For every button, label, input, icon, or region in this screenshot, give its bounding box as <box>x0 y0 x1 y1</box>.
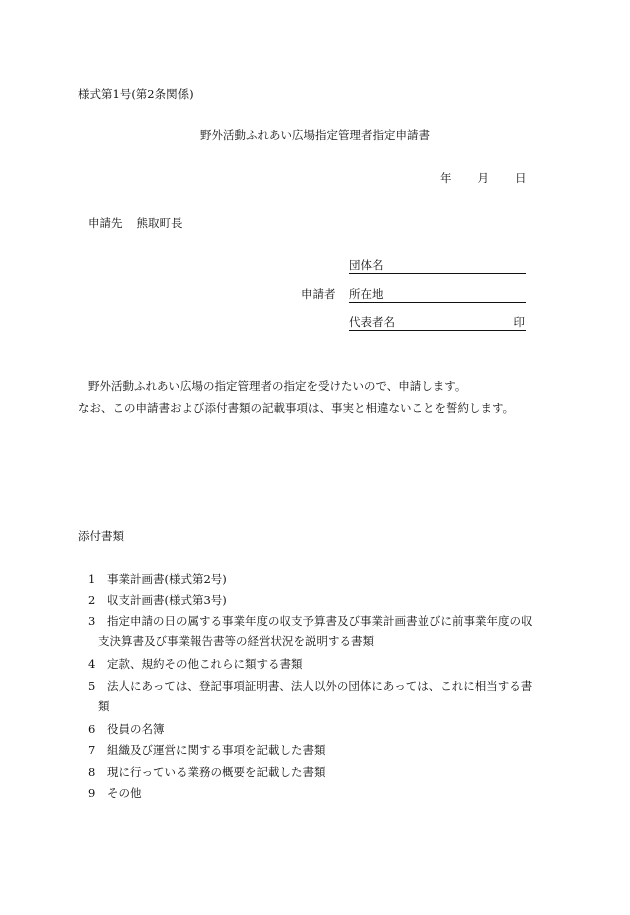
item-number: 1 <box>88 572 96 586</box>
item-number: 2 <box>88 593 96 607</box>
applicant-label: 申請者 <box>301 287 336 301</box>
list-item <box>88 613 533 648</box>
list-item <box>88 764 326 780</box>
item-text: 法人にあっては、登記事項証明書、法人以外の団体にあっては、これに相当する書 <box>107 679 533 693</box>
item-text: 役員の名簿 <box>107 722 165 736</box>
form-number: 様式第1号(第2条関係) <box>78 87 194 101</box>
date-month-label: 月 <box>477 171 489 185</box>
item-text: 定款、規約その他これらに類する書類 <box>107 657 303 671</box>
attachments-heading: 添付書類 <box>78 529 124 543</box>
item-text: 現に行っている業務の概要を記載した書類 <box>107 765 326 779</box>
item-text: その他 <box>107 786 142 800</box>
item-number: 3 <box>88 614 96 628</box>
addressee-label: 申請先 <box>88 216 123 230</box>
list-item <box>88 721 165 737</box>
addressee-name: 熊取町長 <box>136 216 183 230</box>
address-field[interactable] <box>349 286 526 303</box>
date-day-label: 日 <box>515 171 527 185</box>
item-text: 収支計画書(様式第3号) <box>107 593 227 607</box>
item-number: 6 <box>88 722 96 736</box>
list-item <box>88 785 142 801</box>
item-text: 指定申請の日の属する事業年度の収支予算書及び事業計画書並びに前事業年度の収 <box>107 614 533 628</box>
item-number: 5 <box>88 679 96 693</box>
organization-name-field[interactable] <box>349 257 526 274</box>
item-text: 事業計画書(様式第2号) <box>107 572 227 586</box>
list-item <box>88 742 326 758</box>
item-number: 8 <box>88 765 96 779</box>
addressee <box>88 215 183 231</box>
organization-name-label: 団体名 <box>349 258 384 272</box>
item-continuation: 類 <box>98 699 110 713</box>
item-text: 組織及び運営に関する事項を記載した書類 <box>107 743 326 757</box>
date-year-label: 年 <box>440 171 452 185</box>
document-title: 野外活動ふれあい広場指定管理者指定申請書 <box>200 128 430 142</box>
list-item <box>88 592 227 608</box>
list-item <box>88 571 227 587</box>
list-item <box>88 678 533 713</box>
item-number: 4 <box>88 657 96 671</box>
body-paragraph-1: 野外活動ふれあい広場の指定管理者の指定を受けたいので、申請します。 <box>88 379 467 393</box>
item-continuation: 支決算書及び事業報告書等の経営状況を説明する書類 <box>98 634 374 648</box>
seal-mark: 印 <box>513 315 525 329</box>
body-paragraph-2: なお、この申請書および添付書類の記載事項は、事実と相違ないことを誓約します。 <box>78 401 515 415</box>
address-label: 所在地 <box>349 287 384 301</box>
date-line <box>440 170 527 186</box>
list-item <box>88 656 303 672</box>
representative-name-field[interactable] <box>349 314 526 331</box>
item-number: 9 <box>88 786 96 800</box>
item-number: 7 <box>88 743 96 757</box>
representative-name-label: 代表者名 <box>349 315 395 329</box>
